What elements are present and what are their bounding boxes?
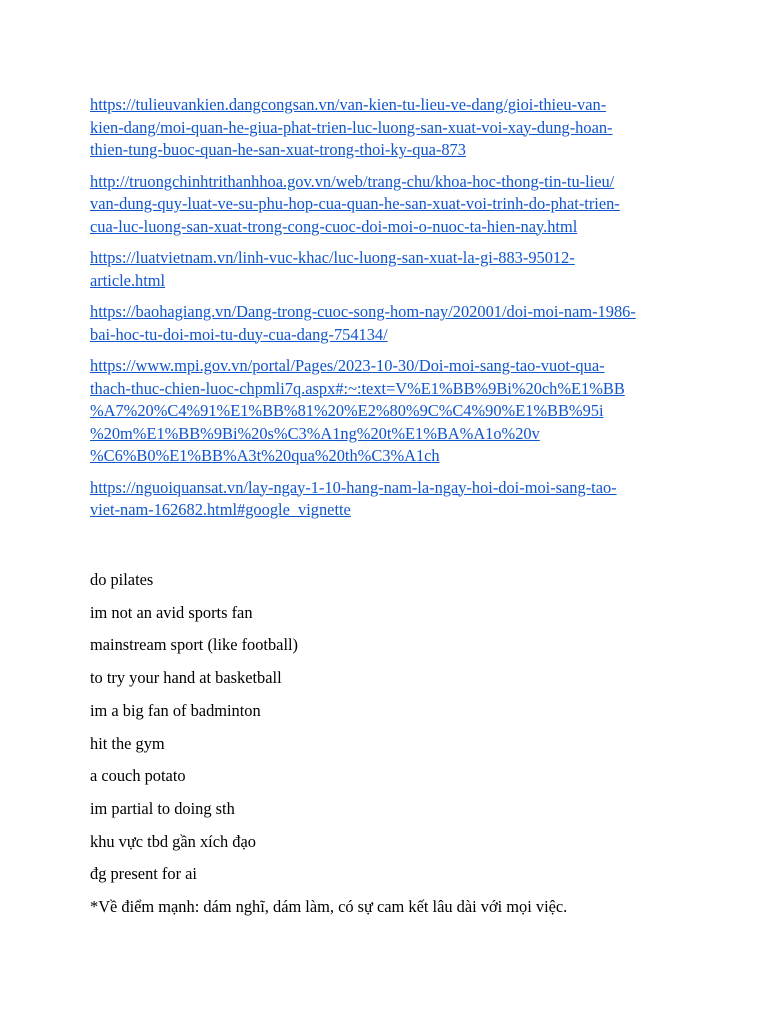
reference-link-item — [90, 355, 690, 468]
note-line: khu vực tbd gần xích đạo — [90, 831, 256, 851]
note-line: im not an avid sports fan — [90, 602, 253, 622]
reference-links-section — [90, 94, 690, 531]
reference-link[interactable] — [90, 248, 575, 290]
reference-links-list — [90, 94, 690, 522]
link-line: viet-nam-162682.html#google_vignette — [90, 500, 351, 519]
reference-link-item — [90, 247, 690, 292]
reference-link-item — [90, 301, 690, 346]
link-line: https://baohagiang.vn/Dang-trong-cuoc-song-hom-nay/202001/doi-moi-nam-1986- — [90, 302, 636, 321]
link-line: https://www.mpi.gov.vn/portal/Pages/2023-10-30/Doi-moi-sang-tao-vuot-qua- — [90, 356, 605, 375]
reference-link-item — [90, 477, 690, 522]
reference-link[interactable] — [90, 356, 625, 465]
link-line: https://nguoiquansat.vn/lay-ngay-1-10-hang-nam-la-ngay-hoi-doi-moi-sang-tao- — [90, 477, 617, 497]
link-line: van-dung-quy-luat-ve-su-phu-hop-cua-quan-he-san-xuat-voi-trinh-do-phat-trien- — [90, 194, 620, 213]
note-line: do pilates — [90, 570, 154, 589]
link-line: article.html — [90, 270, 166, 290]
notes-section — [90, 569, 730, 929]
note-line: đg present for ai — [90, 864, 197, 884]
link-line: https://tulieuvankien.dangcongsan.vn/van-kien-tu-lieu-ve-dang/gioi-thieu-van- — [90, 95, 607, 114]
note-line: im a big fan of badminton — [90, 700, 261, 720]
link-line: thach-thuc-chien-luoc-chpmli7q.aspx#:~:text=V%E1%BB%9Bi%20ch%E1%BB — [90, 378, 625, 398]
reference-link[interactable] — [90, 95, 613, 159]
reference-link[interactable] — [90, 478, 617, 520]
link-line: cua-luc-luong-san-xuat-trong-cong-cuoc-doi-moi-o-nuoc-ta-hien-nay.html — [90, 216, 578, 236]
note-line: hit the gym — [90, 733, 165, 753]
link-line: https://luatvietnam.vn/linh-vuc-khac/luc-luong-san-xuat-la-gi-883-95012- — [90, 248, 575, 267]
reference-link[interactable] — [90, 172, 620, 236]
reference-link-item — [90, 94, 690, 162]
note-line: to try your hand at basketball — [90, 668, 282, 688]
note-line: *Về điểm mạnh: dám nghĩ, dám làm, có sự cam kết lâu dài với mọi việc. — [90, 897, 568, 917]
link-line: http://truongchinhtrithanhhoa.gov.vn/web/trang-chu/khoa-hoc-thong-tin-tu-lieu/ — [90, 171, 615, 191]
reference-link-item — [90, 171, 690, 239]
link-line: %A7%20%C4%91%E1%BB%81%20%E2%80%9C%C4%90%E1%BB%95i — [90, 401, 604, 420]
note-line: mainstream sport (like football) — [90, 635, 299, 655]
link-line: kien-dang/moi-quan-he-giua-phat-trien-luc-luong-san-xuat-voi-xay-dung-hoan- — [90, 117, 613, 137]
note-line: a couch potato — [90, 766, 186, 786]
link-line: thien-tung-buoc-quan-he-san-xuat-trong-thoi-ky-qua-873 — [90, 140, 466, 159]
link-line: %C6%B0%E1%BB%A3t%20qua%20th%C3%A1ch — [90, 446, 440, 465]
link-line: bai-hoc-tu-doi-moi-tu-duy-cua-dang-754134/ — [90, 324, 388, 344]
reference-link[interactable] — [90, 302, 636, 344]
note-line: im partial to doing sth — [90, 798, 235, 818]
link-line: %20m%E1%BB%9Bi%20s%C3%A1ng%20t%E1%BA%A1o%20v — [90, 423, 540, 443]
